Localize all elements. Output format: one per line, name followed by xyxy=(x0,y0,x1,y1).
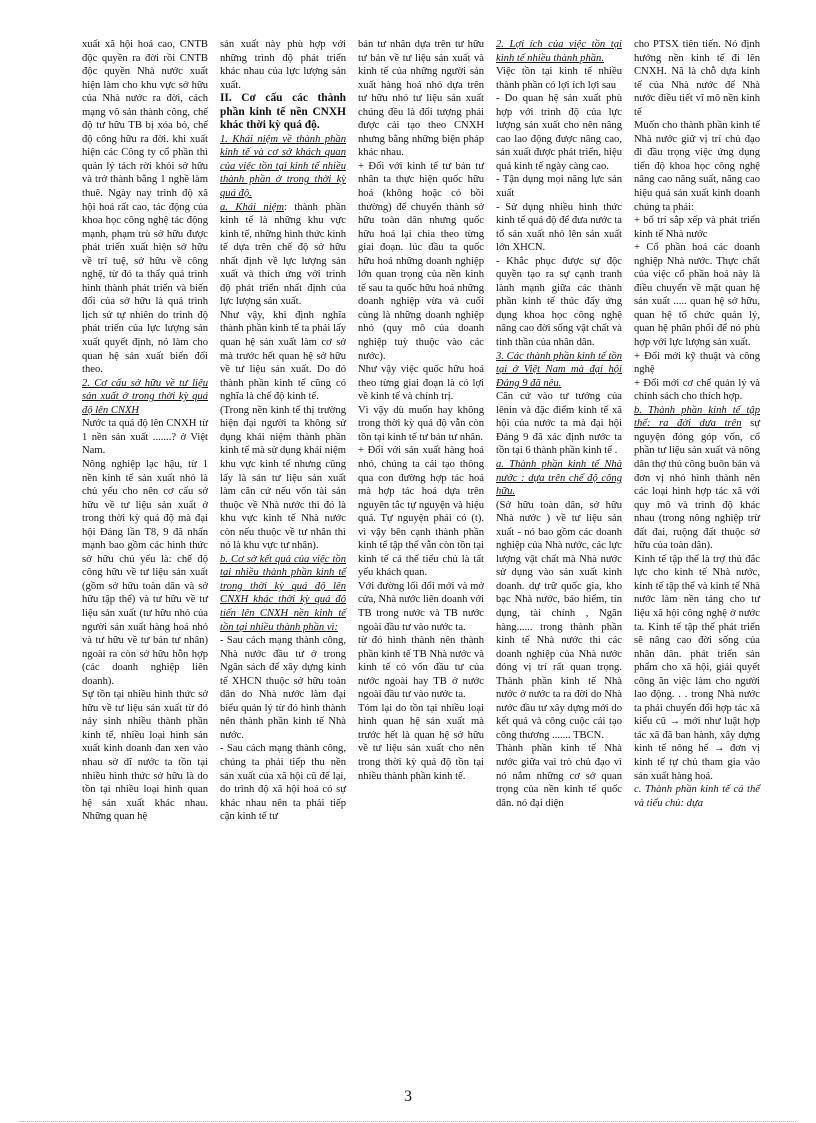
paragraph: xuất xã hội hoá cao, CNTB độc quyền ra đời rồi CNTB độc quyền Nhà nước xuất hiện làm cho khu vực sở hữu của Nhà nước ra đời, cách mạng vô sản thành công, chế độ tư hữu TB bị xóa bỏ, chế độ công hữu ra đời. khi xuất hiện các Công ty cổ phần thì quản lý tách rời khỏi sở hữu và trở thành bằng 1 nghề làm thuê. Ngày nay trình độ xã hội hoá rất cao, tác động của khoa học công nghệ tác động mạnh, phạm trù sở hữu được phát triển xuất hiện sở hữu về trí tuệ, sở hữu về công nghệ, từ đó ta thấy quá trình hình thành phát triển và biến đổi của sở hữu là quá trình lịch sử tự nhiên do trình độ phát triển của lực lượng sản xuất quyết định, nó làm cho quan hệ sản xuất biến đổi theo. xyxy=(82,39,208,376)
paragraph: Nước ta quá độ lên CNXH từ 1 nền sản xuất .......? ở Việt Nam. xyxy=(82,418,208,457)
subsection-heading: 3. Các thành phần kinh tế tồn tại ở Việt Nam mà đại hội Đảng 9 đã nêu. xyxy=(496,350,622,389)
column-1 xyxy=(82,38,208,824)
document-page xyxy=(82,38,760,824)
paragraph: Tóm lại do tồn tại nhiều loại hình quan hệ sản xuất mà trước hết là quan hệ sở hữu về tư liệu sản xuất cho nên trong thời kỳ quá độ tồn tại nhiều thành phần kinh tế. xyxy=(358,702,484,782)
paragraph: Thành phần kinh tế Nhà nước giữa vai trò chủ đạo vì nó nắm những cơ sở quan trọng của nền kinh tế quốc dân. nó đại diện xyxy=(496,743,622,809)
paragraph: + Đổi mới cơ chế quản lý và chính sách cho thích hợp. xyxy=(634,377,760,403)
column-2 xyxy=(220,38,346,824)
paragraph-text: sự nguyện đóng góp vốn, cổ phần tư liệu sản xuất và nông dân thợ thủ công buôn bán và đơn vị nhỏ hình thành nên các loại hình hợp tác xã với quy mô và trình độ khác nhau (trong nông nghiệp trừ đất đai, ruộng đất thuộc sở hữu của toàn dân). xyxy=(634,418,760,552)
subsection-heading: 2. Cơ cấu sở hữu về tư liệu sản xuất ở trong thời kỳ quá độ lên CNXH xyxy=(82,377,208,416)
paragraph: Muốn cho thành phần kinh tế Nhà nước giữ vị trí chủ đạo đi đầu trọng việc ứng dụng tiến độ khoa học công nghệ nâng cao năng suất, năng cao hiệu quả sản xuất kinh doanh chúng ta phải: xyxy=(634,120,760,213)
paragraph: Vì vậy dù muốn hay không trong thời kỳ quá độ vẫn còn tồn tại kinh tế tư bản tư nhân. xyxy=(358,404,484,443)
subsection-heading: 1. Khái niệm về thành phần kinh tế và cơ sở khách quan của việc tồn tại kinh tế nhiều thành phần ở trong thời kỳ quá độ. xyxy=(220,133,346,200)
paragraph: Kinh tế tập thể là trợ thủ đắc lực cho kinh tế Nhà nước, kinh tế tập thể và kinh tế Nhà nước làm nền tảng cho tư liệu xã hội công nghệ ở nước ta. Kinh tế tập thể phát triển sẽ nâng cao đời sống của nhân dân. phát triển sản phẩm cho xã hội, giải quyết công ăn việc làm cho người lao động. . . trong Nhà nước ta phải chuyển đổi hợp tác xã kiểu cũ → mới như luật hợp tác xã đã ban hành, xây dựng kinh tế nông hế → đơn vị kinh tế tự chủ tham gia vào sản xuất hàng hoá. xyxy=(634,553,760,782)
paragraph: - Do quan hệ sản xuất phù hợp với trình độ của lực lượng sản xuất cho nên nâng cao lao động được nâng cao, sản xuất được phát triển, hiệu quả kinh tế ngày càng cao. xyxy=(496,93,622,172)
paragraph: + Đổi mới kỹ thuật và công nghệ xyxy=(634,350,760,376)
text-columns xyxy=(82,38,760,824)
paragraph: bản tư nhân dựa trên tư hữu tư bản về tư liệu sản xuất và kinh tế của những người sản xuất hàng hoá nhỏ dựa trên tư hữu nhỏ tư liệu sản xuất chúng đều là đối tượng phải được cải tạo theo CNXH nhưng bằng những biện pháp khác nhau. xyxy=(358,39,484,159)
paragraph: + Đối với kinh tế tư bản tư nhân ta thực hiện quốc hữu hoá (không hoặc có bồi thường) để chuyển thành sở hữu toàn dân nhưng quốc hữu hoá lại chia theo từng giai đoạn. lúc đầu ta quốc hữu hoá những doanh nghiệp lớn quan trọng của nền kinh tế sau ta quốc hữu hoá những doanh nghiệp vừa và cuối cùng là những doanh nghiệp nhỏ (quy mô của doanh nghiệp tuỳ thuộc vào các nước). xyxy=(358,160,484,362)
column-3 xyxy=(358,38,484,824)
column-5 xyxy=(634,38,760,824)
paragraph: - Sau cách mạng thành công, chúng ta phải tiếp thu nền sản xuất của xã hội cũ để lại, do trình độ xã hội hoá có sự khác nhau nên ta phải tiếp cận kinh tế tư xyxy=(220,743,346,823)
paragraph-lead: a. Khái niệm xyxy=(220,201,285,213)
paragraph: (Sở hữu toàn dân, sở hữu Nhà nước ) về tư liệu sản xuất - nó bao gồm các doanh nghiệp của Nhà nước, các lực lượng vật chất mà Nhà nước sử dụng vào sản xuất kinh doanh. dự trữ quốc gia, kho bạc Nhà nước, bảo hiểm, tín dụng, tài chính , Ngân hàng...... trong thành phần kinh tế Nhà nước thì các doanh nghiệp của Nhà nước đóng vị trí rất quan trọng. Thành phần kinh tế Nhà nước ở nước ta ra đời do Nhà nước đầu tư xây dựng mới do kết quả và công cuộc cải tạo công thương ....... TBCN. xyxy=(496,499,622,741)
paragraph: - Sau cách mạng thành công, Nhà nước đầu tư ở trong Ngân sách để xây dựng kinh tế XHCN thuộc sở hữu toàn dân do Nhà nước làm đại biểu quản lý từ đó hình thành nên thành phần kinh tế Nhà nước. xyxy=(220,635,346,741)
paragraph: sản xuất này phù hợp với những trình độ phát triển khác nhau của lực lượng sản xuất. xyxy=(220,39,346,91)
paragraph: Sự tồn tại nhiều hình thức sở hữu về tư liệu sản xuất từ đó nảy sinh nhiều thành phần kinh tế, nhiều loại hình sản xuất kinh doanh đan xen vào nhau sở dĩ nước ta tồn tại nhiều hình thức sở hữu là do tồn tại nhiều loại hình quan hệ sản xuất khác nhau. Những quan hệ xyxy=(82,689,208,823)
column-4 xyxy=(496,38,622,824)
paragraph: Nông nghiệp lạc hậu, từ 1 nền kinh tế sản xuất nhỏ là chủ yếu cho nên cơ cấu sở hữu về tư liệu sản xuất ở trong thời kỳ quá độ mà đại hội Đảng lần T8, 9 đã nhấn mạnh bao gồm các hình thức sở hữu chủ yếu là: chế độ công hữu về tư liệu sản xuất (gồm sở hữu toàn dân và sở hữu tập thể) và tư hữu về tư liệu sản xuất (tư hữu nhỏ của người sản xuất hàng hoá nhỏ và tư hữu về tư bản tư nhân) ngoài ra còn sở hữu hỗn hợp (các doanh nghiệp liên doanh). xyxy=(82,458,208,687)
subsection-heading: a. Thành phần kinh tế Nhà nước : dựa trên chế độ công hữu. xyxy=(496,458,622,498)
paragraph: - Sử dụng nhiều hình thức kinh tế quá độ để đưa nước ta tổ sản xuất nhỏ lên sản xuất lớn XHCN. xyxy=(496,201,622,254)
paragraph-text: : thành phần kinh tế là những khu vực kinh tế, những hình thức kinh tế dựa trên chế độ sở hữu nhất định về lực lượng sản xuất và thích ứng với trình độ phát triển nhất định của lực lượng sản xuất. xyxy=(220,201,346,308)
paragraph: - Khắc phục được sự độc quyền tạo ra sự cạnh tranh lành mạnh giữa các thành phần kinh tế thúc đẩy ứng dụng khoa học công nghệ nâng cao đời sống vật chất và tinh thần của nhân dân. xyxy=(496,255,622,349)
subsection-heading: b. Cơ sở kết quả của việc tồn tại nhiều thành phần kinh tế trong thời kỳ quá độ lên CNXH khác thời kỳ quá độ tiến lên CNXH nền kinh tế tồn tại nhiều thành phần vì: xyxy=(220,553,346,633)
paragraph: cho PTSX tiên tiến. Nó định hướng nền kinh tế đi lên CNXH. Nã là chỗ dựa kinh tế của Nhà nước để Nhà nước điều tiết vĩ mô nền kinh tế xyxy=(634,39,760,118)
paragraph: + bố trí sắp xếp và phát triển kinh tế Nhà nước xyxy=(634,215,760,240)
subsection-heading: 2. Lợi ích của việc tồn tại kinh tế nhiều thành phần. xyxy=(496,39,622,64)
paragraph: Căn cứ vào tư tưởng của lênin và đặc điểm kinh tế xã hội của nước ta mà đại hội Đảng 9 đã xác định nước ta tồn tại 6 thành phần kinh tế . xyxy=(496,391,622,457)
paragraph: Như vậy, khi định nghĩa thành phần kinh tế ta phải lấy quan hệ sản xuất làm cơ sở mà trước hết quan hệ sở hữu về tư liệu sản xuất. Do đó thành phần kinh tế cũng có nghĩa là chế độ kinh tế. xyxy=(220,309,346,403)
page-bottom-divider xyxy=(20,1121,796,1122)
paragraph: + Đối với sản xuất hàng hoá nhỏ, chúng ta cải tạo thông qua con đường hợp tác hoá mà hợp tác hoá dựa trên nguyên tắc tự nguyện và hiệu quả. Tự nguyện phải có (t). vì vậy bên cạnh thành phần kinh tế tập thể vẫn còn tồn tại kinh tế cá thể tiểu chủ là tất yếu khách quan. xyxy=(358,445,484,579)
paragraph: (Trong nền kinh tế thị trường hiện đại người ta không sử dụng khái niệm thành phần kinh tế mà sử dụng khái niệm khu vực kinh tế nhưng cũng lấy là sản tư liệu sản xuất làm căn cứ nếu vốn tài sản thuộc về Nhà nước thì đó là khu vực kinh tế Nhà nước còn nếu thuộc về tư nhân thì nó là khu vực tư nhân). xyxy=(220,404,346,552)
paragraph: Như vậy việc quốc hữu hoá theo từng giai đoạn là có lợi về kinh tế và chính trị. xyxy=(358,364,484,403)
paragraph: từ đó hình thành nên thành phần kinh tế TB Nhà nước và kinh tế có vốn đầu tư của nước ngoài hay TB ở nước ngoài đầu tư vào nước ta. xyxy=(358,635,484,701)
paragraph xyxy=(634,404,760,553)
subsection-heading: c. Thành phần kinh tế cá thể và tiểu chủ: dựa xyxy=(634,784,760,809)
paragraph: - Tận dụng mọi năng lực sản xuất xyxy=(496,174,622,200)
paragraph: + Cổ phần hoá các doanh nghiệp Nhà nước. Thực chất của việc cổ phần hoá này là điều chuyển về mặt quan hệ sản xuất ..... quan hệ sở hữu, quan hệ tổ chức quản lý, quan hệ phân phối để nó phù hợp với lực lượng sản xuất. xyxy=(634,242,760,349)
page-number: 3 xyxy=(404,1088,412,1105)
section-heading: II. Cơ cấu các thành phần kinh tế nền CNXH khác thời kỳ quá độ. xyxy=(220,92,346,132)
paragraph xyxy=(220,201,346,309)
paragraph: Việc tồn tại kinh tế nhiều thành phần có lợi ích lợi sau xyxy=(496,66,622,91)
paragraph-lead: b. Thành phần kinh tế tập thể: ra đời dựa trên xyxy=(634,404,760,430)
paragraph: Với đường lối đổi mới và mở cửa, Nhà nước liên doanh với TB trong nước và TB nước ngoài đầu tư vào nước ta. xyxy=(358,580,484,633)
